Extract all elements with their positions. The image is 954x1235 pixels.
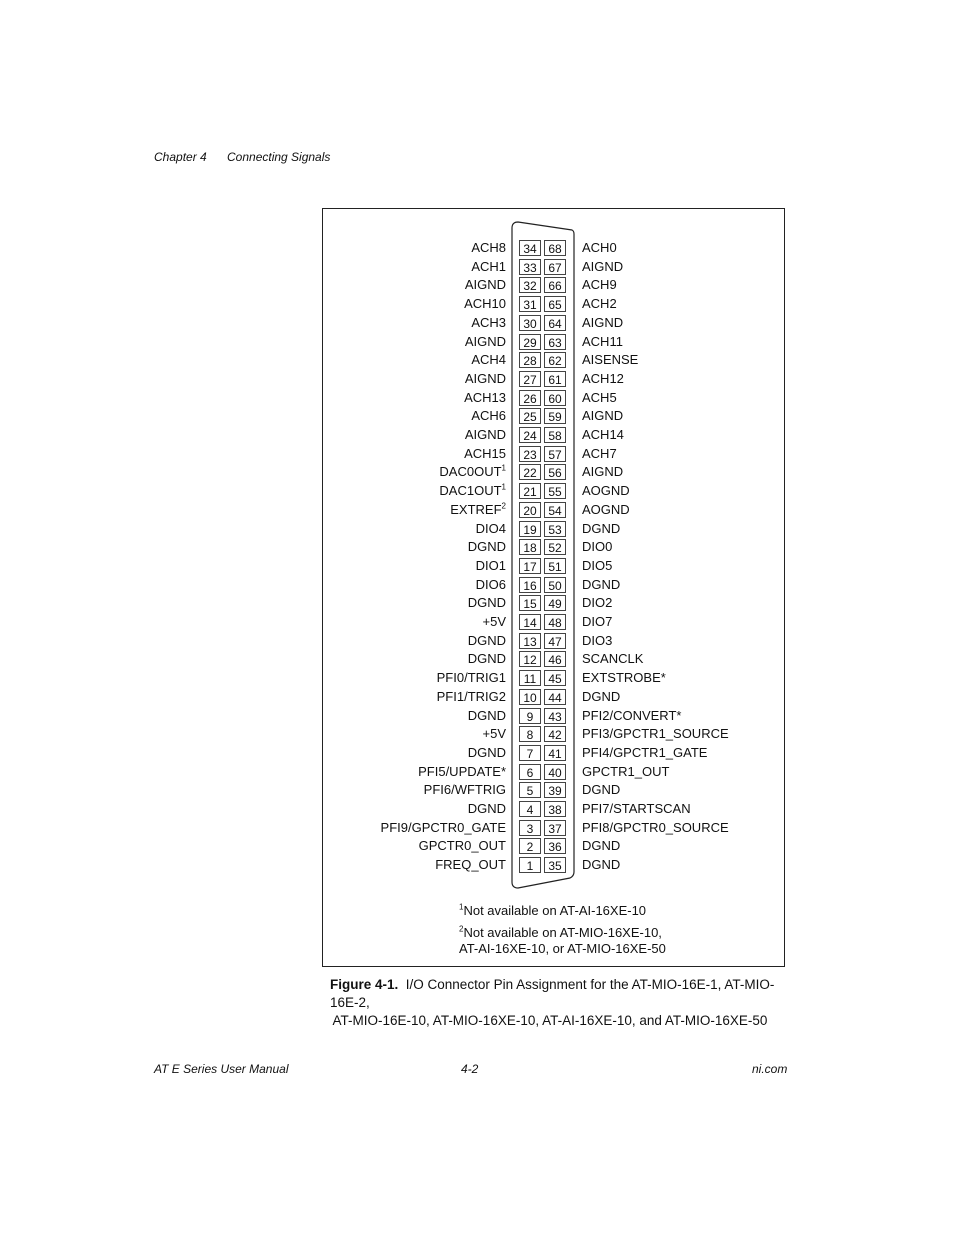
pin-number-right: 50: [544, 577, 566, 593]
footnote-1-text: Not available on AT-AI-16XE-10: [463, 903, 647, 918]
pin-label-left: [450, 502, 506, 518]
pin-number-left: 20: [519, 502, 541, 518]
pin-number-left: 14: [519, 614, 541, 630]
pin-number-left: 16: [519, 577, 541, 593]
pin-number-right: 66: [544, 277, 566, 293]
footnote-ref: 1: [501, 463, 506, 473]
pin-number-left: 9: [519, 708, 541, 724]
pin-label-right: PFI2/CONVERT*: [582, 708, 682, 723]
pin-label-left: [468, 745, 506, 761]
pin-label-left: [468, 633, 506, 649]
pin-label-right: PFI4/GPCTR1_GATE: [582, 745, 708, 760]
caption-label: Figure 4-1.: [330, 977, 399, 992]
pin-number-right: 41: [544, 745, 566, 761]
pin-label-left: [483, 726, 507, 742]
pin-label-right: DGND: [582, 838, 621, 853]
pin-label-right: ACH12: [582, 371, 624, 386]
pin-signal-name: DIO4: [475, 521, 506, 536]
pin-signal-name: ACH10: [464, 296, 506, 311]
pin-label-left: [465, 277, 506, 293]
pin-number-left: 23: [519, 446, 541, 462]
pin-label-left: [476, 558, 506, 574]
pin-label-left: [468, 595, 506, 611]
pin-label-right: ACH0: [582, 240, 617, 255]
pin-label-right: DGND: [582, 689, 621, 704]
pin-number-left: 34: [519, 240, 541, 256]
pin-label-right: AIGND: [582, 259, 624, 274]
pin-label-left: [419, 838, 506, 854]
pin-label-left: [471, 315, 506, 331]
caption-line2: AT-MIO-16E-10, AT-MIO-16XE-10, AT-AI-16XE-10, and AT-MIO-16XE-50: [332, 1013, 768, 1028]
footer-page-number: 4-2: [461, 1062, 479, 1076]
pin-number-left: 33: [519, 259, 541, 275]
pin-label-left: [381, 820, 506, 836]
pin-number-right: 67: [544, 259, 566, 275]
footnote-ref: 2: [501, 501, 506, 511]
pin-label-left: [471, 259, 506, 275]
pin-number-right: 44: [544, 689, 566, 705]
pin-number-left: 26: [519, 390, 541, 406]
pin-signal-name: AIGND: [464, 371, 506, 386]
pin-signal-name: PFI1/TRIG2: [436, 689, 506, 704]
pin-signal-name: DIO1: [475, 558, 506, 573]
pin-number-right: 48: [544, 614, 566, 630]
pin-label-left: [471, 408, 506, 424]
pin-label-left: [439, 483, 506, 499]
pin-label-left: [483, 614, 507, 630]
footer-manual: AT E Series User Manual: [154, 1062, 289, 1076]
pin-label-right: EXTSTROBE*: [582, 670, 666, 685]
pin-number-left: 25: [519, 408, 541, 424]
pin-signal-name: ACH8: [471, 240, 506, 255]
pin-label-right: AIGND: [582, 315, 624, 330]
pin-label-right: DGND: [582, 521, 621, 536]
pin-number-left: 18: [519, 539, 541, 555]
pin-number-right: 55: [544, 483, 566, 499]
pin-label-left: [435, 857, 506, 873]
pin-label-right: SCANCLK: [582, 651, 644, 666]
pin-signal-name: DGND: [467, 539, 506, 554]
pin-number-left: 22: [519, 464, 541, 480]
pin-number-right: 63: [544, 334, 566, 350]
footnote-1-mark: 1: [459, 902, 464, 912]
pin-signal-name: ACH1: [471, 259, 506, 274]
footnote-2-line1: Not available on AT-MIO-16XE-10,: [463, 925, 662, 940]
pin-signal-name: AIGND: [464, 427, 506, 442]
pin-label-right: ACH11: [582, 334, 623, 349]
pin-number-right: 37: [544, 820, 566, 836]
pin-number-right: 45: [544, 670, 566, 686]
pin-number-right: 68: [544, 240, 566, 256]
pin-signal-name: ACH3: [471, 315, 506, 330]
pin-signal-name: ACH13: [464, 390, 506, 405]
pin-label-right: AISENSE: [582, 352, 639, 367]
pin-label-left: [437, 670, 506, 686]
pin-label-right: AIGND: [582, 464, 624, 479]
pin-label-right: DGND: [582, 857, 621, 872]
pin-number-right: 46: [544, 651, 566, 667]
pin-number-left: 5: [519, 782, 541, 798]
pin-label-left: [424, 782, 506, 798]
pin-signal-name: DGND: [467, 745, 506, 760]
pin-signal-name: +5V: [482, 614, 506, 629]
pin-number-right: 40: [544, 764, 566, 780]
pin-number-right: 62: [544, 352, 566, 368]
pin-number-left: 12: [519, 651, 541, 667]
caption-line1: I/O Connector Pin Assignment for the AT-MIO-16E-1, AT-MIO-16E-2,: [330, 977, 775, 1010]
pin-number-right: 47: [544, 633, 566, 649]
pin-signal-name: PFI0/TRIG1: [436, 670, 506, 685]
pin-number-left: 19: [519, 521, 541, 537]
pin-number-left: 31: [519, 296, 541, 312]
pin-label-left: [418, 764, 506, 780]
pin-label-right: ACH7: [582, 446, 617, 461]
pin-label-left: [471, 240, 506, 256]
pin-number-right: 60: [544, 390, 566, 406]
pin-signal-name: DGND: [467, 595, 506, 610]
pin-number-right: 53: [544, 521, 566, 537]
pin-signal-name: ACH15: [464, 446, 506, 461]
pin-number-right: 38: [544, 801, 566, 817]
pin-label-left: [439, 464, 506, 480]
pin-number-right: 35: [544, 857, 566, 873]
pin-label-left: [476, 577, 506, 593]
pin-number-left: 1: [519, 857, 541, 873]
pin-number-left: 21: [519, 483, 541, 499]
pin-number-right: 59: [544, 408, 566, 424]
pin-label-right: GPCTR1_OUT: [582, 764, 670, 779]
pin-signal-name: EXTREF: [450, 502, 502, 517]
pin-label-left: [437, 689, 506, 705]
footer-site: ni.com: [752, 1062, 788, 1076]
pin-number-left: 10: [519, 689, 541, 705]
pin-number-right: 42: [544, 726, 566, 742]
pin-number-right: 39: [544, 782, 566, 798]
pin-signal-name: PFI6/WFTRIG: [423, 782, 506, 797]
footnote-2-cont: AT-AI-16XE-10, or AT-MIO-16XE-50: [459, 941, 666, 956]
pin-signal-name: DGND: [467, 801, 506, 816]
pin-label-right: AOGND: [582, 483, 630, 498]
figure-caption: [330, 976, 790, 1030]
pin-label-left: [465, 334, 506, 350]
pin-label-right: DGND: [582, 577, 621, 592]
pin-signal-name: ACH4: [471, 352, 506, 367]
pin-number-left: 27: [519, 371, 541, 387]
pin-label-left: [464, 446, 506, 462]
pin-number-left: 7: [519, 745, 541, 761]
pin-number-left: 17: [519, 558, 541, 574]
pin-number-right: 52: [544, 539, 566, 555]
pin-number-left: 13: [519, 633, 541, 649]
pin-signal-name: DGND: [467, 633, 506, 648]
pin-label-left: [468, 651, 506, 667]
pin-label-right: DIO5: [582, 558, 613, 573]
pin-label-right: DIO0: [582, 539, 613, 554]
pin-label-right: DGND: [582, 782, 621, 797]
pin-signal-name: DAC0OUT: [439, 464, 502, 479]
pin-number-left: 29: [519, 334, 541, 350]
pin-number-left: 4: [519, 801, 541, 817]
footnote-ref: 1: [501, 482, 506, 492]
pin-signal-name: ACH6: [471, 408, 506, 423]
pin-label-right: DIO3: [582, 633, 613, 648]
pin-label-right: PFI3/GPCTR1_SOURCE: [582, 726, 729, 741]
pin-label-right: ACH5: [582, 390, 617, 405]
footnote-1: [459, 903, 646, 919]
pin-number-left: 6: [519, 764, 541, 780]
pin-label-right: AOGND: [582, 502, 630, 517]
pin-signal-name: AIGND: [464, 277, 506, 292]
pin-signal-name: AIGND: [464, 334, 506, 349]
pin-label-right: ACH14: [582, 427, 624, 442]
pin-number-right: 61: [544, 371, 566, 387]
pin-number-right: 64: [544, 315, 566, 331]
pin-label-right: DIO2: [582, 595, 613, 610]
pin-label-left: [465, 427, 506, 443]
pin-label-left: [471, 352, 506, 368]
pin-number-left: 32: [519, 277, 541, 293]
pin-label-right: PFI7/STARTSCAN: [582, 801, 691, 816]
pin-number-right: 43: [544, 708, 566, 724]
pin-label-left: [468, 801, 506, 817]
chapter-number: Chapter 4: [154, 150, 207, 164]
pin-label-right: PFI8/GPCTR0_SOURCE: [582, 820, 729, 835]
pin-label-left: [468, 708, 506, 724]
footnote-2: [459, 925, 662, 941]
pin-number-left: 8: [519, 726, 541, 742]
pin-number-left: 24: [519, 427, 541, 443]
pin-signal-name: DIO6: [475, 577, 506, 592]
pin-label-right: DIO7: [582, 614, 613, 629]
pin-signal-name: FREQ_OUT: [435, 857, 506, 872]
pin-number-right: 65: [544, 296, 566, 312]
footnote-2-mark: 2: [459, 924, 464, 934]
pin-number-right: 58: [544, 427, 566, 443]
pin-number-left: 11: [519, 670, 541, 686]
pin-signal-name: DGND: [467, 708, 506, 723]
pin-label-left: [476, 521, 506, 537]
pin-signal-name: PFI5/UPDATE*: [418, 764, 506, 779]
pin-label-left: [468, 539, 506, 555]
pin-number-right: 49: [544, 595, 566, 611]
pin-number-left: 2: [519, 838, 541, 854]
pin-number-right: 56: [544, 464, 566, 480]
pin-signal-name: DAC1OUT: [439, 483, 502, 498]
pin-label-right: ACH9: [582, 277, 617, 292]
pin-number-right: 57: [544, 446, 566, 462]
pin-signal-name: GPCTR0_OUT: [418, 838, 506, 853]
pin-label-left: [464, 296, 506, 312]
pin-signal-name: DGND: [467, 651, 506, 666]
pin-label-left: [464, 390, 506, 406]
pin-signal-name: PFI9/GPCTR0_GATE: [380, 820, 506, 835]
pin-label-right: ACH2: [582, 296, 617, 311]
pin-signal-name: +5V: [482, 726, 506, 741]
chapter-title: Connecting Signals: [227, 150, 331, 164]
pin-number-left: 3: [519, 820, 541, 836]
pin-number-right: 54: [544, 502, 566, 518]
pin-number-right: 51: [544, 558, 566, 574]
pin-label-right: AIGND: [582, 408, 624, 423]
pin-number-left: 30: [519, 315, 541, 331]
pin-number-right: 36: [544, 838, 566, 854]
pin-number-left: 15: [519, 595, 541, 611]
pin-number-left: 28: [519, 352, 541, 368]
pin-label-left: [465, 371, 506, 387]
